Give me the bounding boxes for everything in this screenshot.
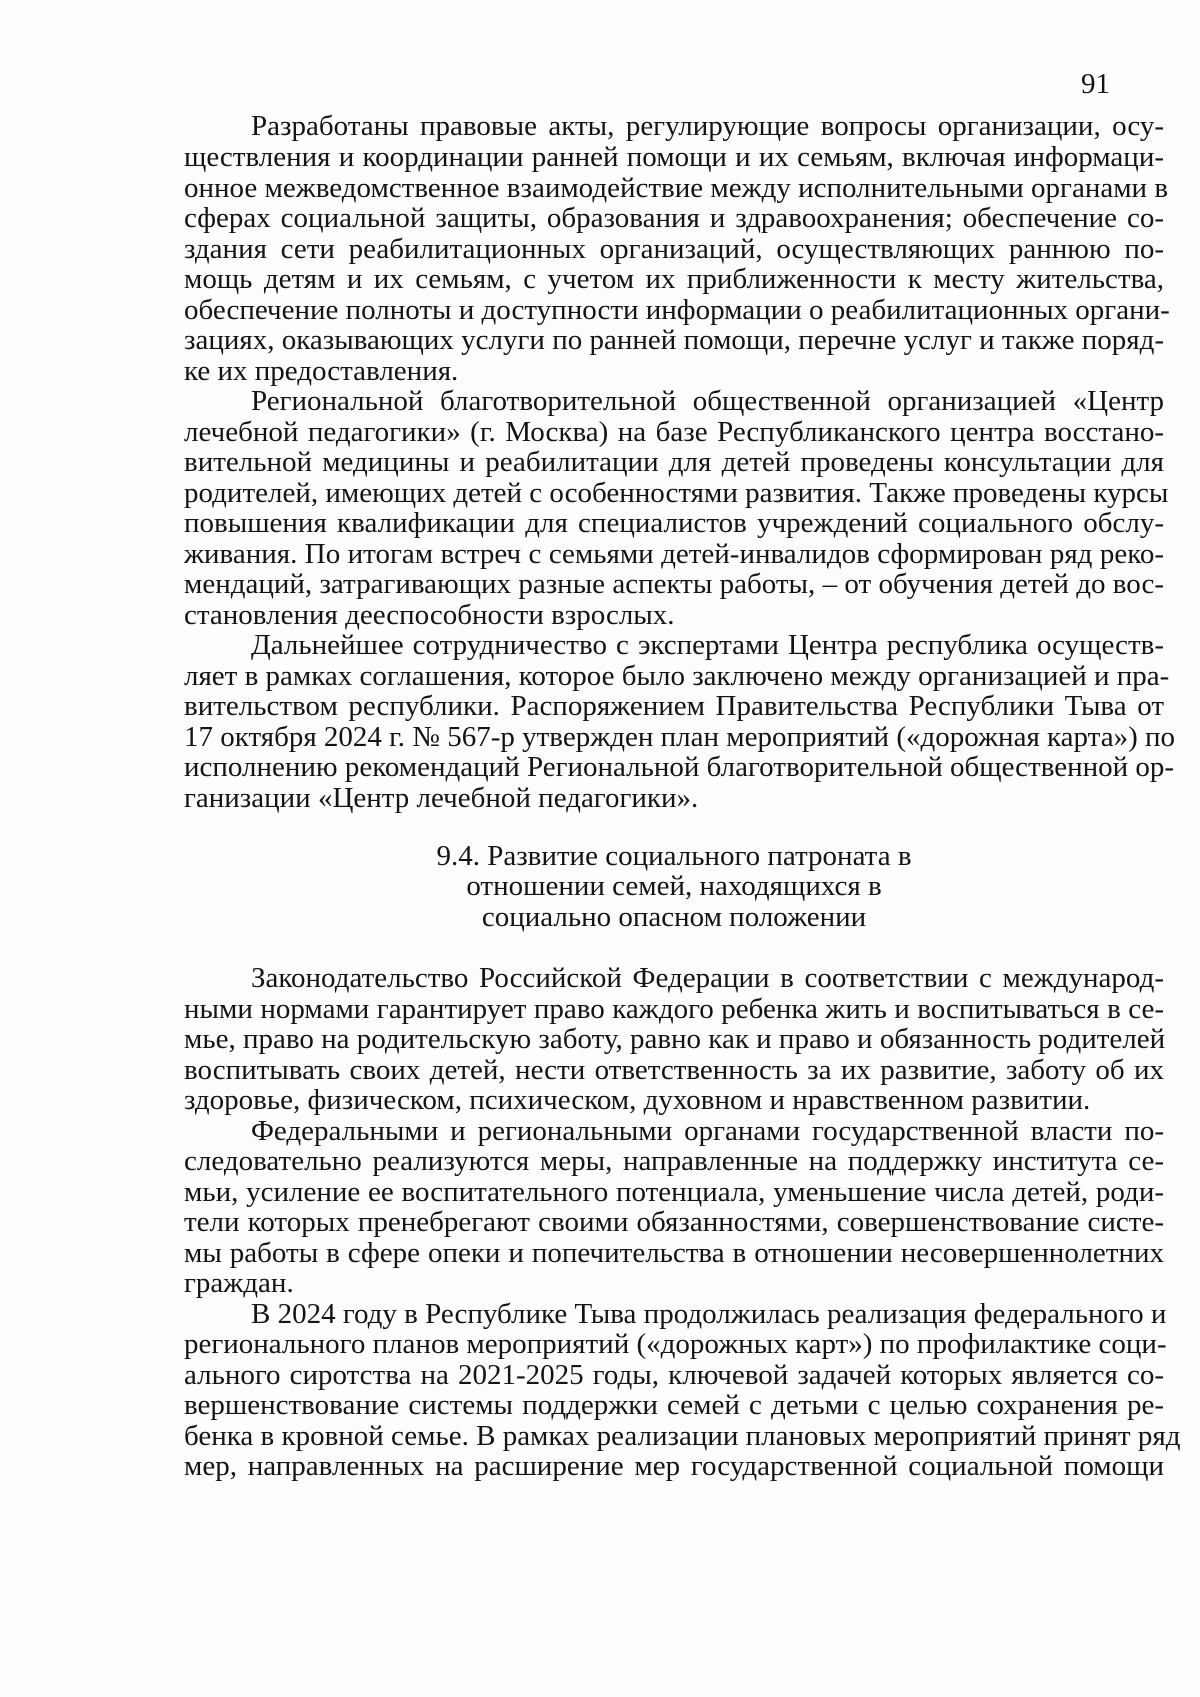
paragraph-1-line-2: ществления и координации ранней помощи и их семьям, включая информаци- — [184, 141, 1164, 173]
paragraph-2-line-4: родителей, имеющих детей с особенностями развития. Также проведены курсы — [184, 477, 1169, 509]
paragraph-6-line-6: мер, направленных на расширение мер государственной социальной помощи — [184, 1450, 1164, 1482]
paragraph-6-line-1: В 2024 году в Республике Тыва продолжилась реализация федерального и — [251, 1298, 1167, 1330]
paragraph-1-line-1: Разработаны правовые акты, регулирующие вопросы организации, осу- — [251, 110, 1164, 142]
paragraph-3-line-6: ганизации «Центр лечебной педагогики». — [184, 782, 699, 814]
paragraph-1-line-5: здания сети реабилитационных организаций, осуществляющих раннюю по- — [184, 233, 1164, 265]
paragraph-6-line-5: бенка в кровной семье. В рамках реализации плановых мероприятий принят ряд — [184, 1420, 1181, 1452]
paragraph-6-line-4: вершенствование системы поддержки семей с детьми с целью сохранения ре- — [184, 1389, 1164, 1421]
paragraph-3-line-4: 17 октября 2024 г. № 567-р утвержден план мероприятий («дорожная карта») по — [184, 721, 1175, 753]
paragraph-5-line-1: Федеральными и региональными органами государственной власти по- — [251, 1115, 1164, 1147]
paragraph-1-line-3: онное межведомственное взаимодействие между исполнительными органами в — [184, 172, 1169, 204]
paragraph-2-line-8: становления дееспособности взрослых. — [184, 599, 675, 631]
paragraph-3-line-3: вительством республики. Распоряжением Правительства Республики Тыва от — [184, 690, 1164, 722]
paragraph-4-line-1: Законодательство Российской Федерации в соответствии с международ- — [251, 962, 1164, 994]
paragraph-4-line-3: мье, право на родительскую заботу, равно как и право и обязанность родителей — [184, 1023, 1166, 1055]
paragraph-2-line-3: вительной медицины и реабилитации для детей проведены консультации для — [184, 446, 1164, 478]
paragraph-3-line-2: ляет в рамках соглашения, которое было заключено между организацией и пра- — [184, 660, 1170, 692]
paragraph-1-line-6: мощь детям и их семьям, с учетом их приближенности к месту жительства, — [184, 263, 1164, 295]
paragraph-4-line-5: здоровье, физическом, психическом, духовном и нравственном развитии. — [184, 1084, 1091, 1116]
paragraph-2-line-5: повышения квалификации для специалистов учреждений социального обслу- — [184, 507, 1164, 539]
paragraph-1-line-9: ке их предоставления. — [184, 355, 459, 387]
paragraph-6-line-3: ального сиротства на 2021-2025 годы, ключевой задачей которых является со- — [184, 1359, 1164, 1391]
paragraph-5-line-4: тели которых пренебрегают своими обязанностями, совершенствование систе- — [184, 1206, 1164, 1238]
paragraph-1-line-4: сферах социальной защиты, образования и здравоохранения; обеспечение со- — [184, 202, 1164, 234]
paragraph-2-line-2: лечебной педагогики» (г. Москва) на базе Республиканского центра восстано- — [184, 416, 1164, 448]
paragraph-2-line-7: мендаций, затрагивающих разные аспекты работы, – от обучения детей до вос- — [184, 568, 1164, 600]
paragraph-5-line-2: следовательно реализуются меры, направленные на поддержку института се- — [184, 1145, 1164, 1177]
paragraph-1-line-8: зациях, оказывающих услуги по ранней помощи, перечне услуг и также поряд- — [184, 324, 1164, 356]
paragraph-6-line-2: регионального планов мероприятий («дорожных карт») по профилактике соци- — [184, 1328, 1167, 1360]
paragraph-4-line-2: ными нормами гарантирует право каждого ребенка жить и воспитываться в се- — [184, 993, 1164, 1025]
paragraph-1-line-7: обеспечение полноты и доступности информации о реабилитационных органи- — [184, 294, 1170, 326]
paragraph-5-line-6: граждан. — [184, 1267, 294, 1299]
paragraph-2-line-6: живания. По итогам встреч с семьями детей-инвалидов сформирован ряд реко- — [184, 538, 1164, 570]
section-heading-line-2: отношении семей, находящихся в — [466, 870, 882, 902]
paragraph-3-line-1: Дальнейшее сотрудничество с экспертами Центра республика осуществ- — [251, 629, 1164, 661]
paragraph-4-line-4: воспитывать своих детей, нести ответственность за их развитие, заботу об их — [184, 1054, 1164, 1086]
page-number: 91 — [1081, 68, 1110, 100]
section-heading-line-3: социально опасном положении — [481, 901, 867, 933]
paragraph-2-line-1: Региональной благотворительной общественной организацией «Центр — [251, 385, 1164, 417]
paragraph-5-line-5: мы работы в сфере опеки и попечительства в отношении несовершеннолетних — [184, 1237, 1164, 1269]
paragraph-3-line-5: исполнению рекомендаций Региональной благотворительной общественной ор- — [184, 751, 1175, 783]
paragraph-5-line-3: мьи, усиление ее воспитательного потенциала, уменьшение числа детей, роди- — [184, 1176, 1164, 1208]
section-heading-line-1: 9.4. Развитие социального патроната в — [436, 840, 912, 872]
